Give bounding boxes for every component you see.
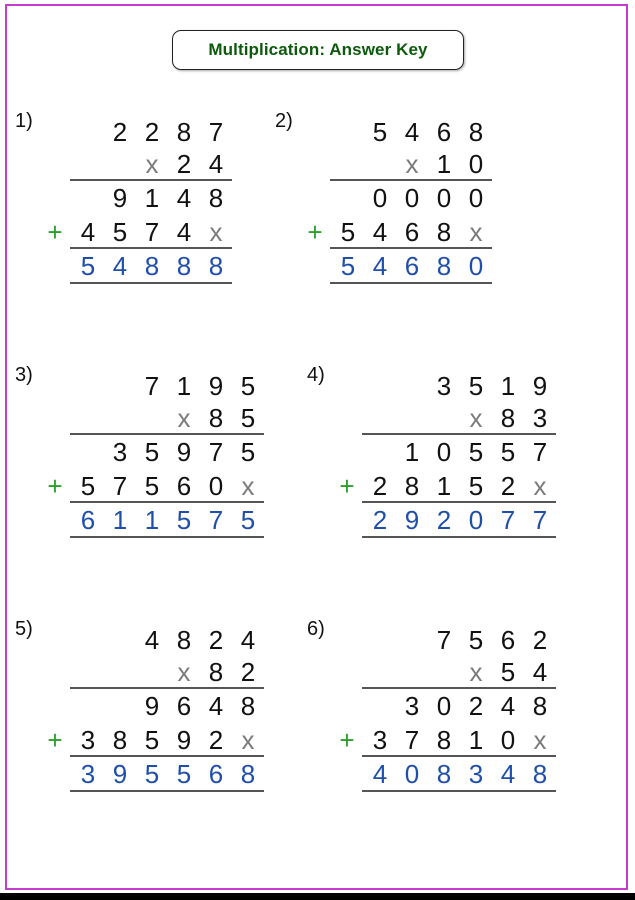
answer-row: [72, 250, 232, 282]
digit: 4: [112, 251, 128, 281]
bottom-edge-bar: [0, 893, 635, 900]
digit: 8: [532, 691, 548, 721]
digit: 8: [208, 657, 224, 687]
digit: 1: [436, 149, 452, 179]
digit: 2: [436, 505, 452, 535]
digit: 4: [176, 183, 192, 213]
digit: 4: [500, 691, 516, 721]
digit: 6: [80, 505, 96, 535]
multiplier-rule: [362, 433, 556, 435]
digit: 8: [112, 725, 128, 755]
digit: 3: [532, 403, 548, 433]
answer-underline: [330, 282, 492, 284]
answer-underline: [362, 790, 556, 792]
digit: 3: [404, 691, 420, 721]
digit: 9: [176, 437, 192, 467]
sum-rule: [330, 247, 492, 249]
digit: 3: [372, 725, 388, 755]
problem-number: 6): [307, 618, 325, 640]
digit: 8: [144, 251, 160, 281]
answer-underline: [70, 790, 264, 792]
digit: 8: [208, 183, 224, 213]
digit: 1: [176, 371, 192, 401]
digit: 1: [500, 371, 516, 401]
digit: 9: [404, 505, 420, 535]
digit: 8: [436, 217, 452, 247]
sum-rule: [70, 755, 264, 757]
digit: 4: [240, 625, 256, 655]
placeholder-x: x: [177, 657, 191, 687]
answer-row: [364, 504, 556, 536]
plus-sign: +: [47, 471, 63, 501]
digit: 5: [468, 371, 484, 401]
multiplier-row: [168, 656, 264, 688]
problem-number: 1): [15, 110, 33, 132]
digit: 5: [144, 471, 160, 501]
digit: 5: [240, 403, 256, 433]
digit: 8: [208, 251, 224, 281]
digit: 0: [208, 471, 224, 501]
digit: 7: [500, 505, 516, 535]
digit: 0: [468, 183, 484, 213]
digit: 5: [468, 471, 484, 501]
digit: 0: [372, 183, 388, 213]
problem-number: 2): [275, 110, 293, 132]
digit: 4: [144, 625, 160, 655]
digit: 6: [208, 759, 224, 789]
answer-underline: [70, 536, 264, 538]
digit: 6: [176, 691, 192, 721]
plus-sign: +: [339, 471, 355, 501]
digit: 8: [500, 403, 516, 433]
answer-row: [332, 250, 492, 282]
partial-product-row-1: [104, 182, 232, 214]
digit: 5: [240, 437, 256, 467]
sum-rule: [362, 755, 556, 757]
digit: 2: [176, 149, 192, 179]
answer-underline: [70, 282, 232, 284]
digit: 4: [404, 117, 420, 147]
digit: 4: [208, 691, 224, 721]
digit: 7: [144, 371, 160, 401]
digit: 5: [500, 437, 516, 467]
digit: 9: [144, 691, 160, 721]
digit: 6: [404, 251, 420, 281]
digit: 7: [112, 471, 128, 501]
digit: 0: [404, 183, 420, 213]
digit: 2: [532, 625, 548, 655]
digit: 7: [436, 625, 452, 655]
digit: 7: [404, 725, 420, 755]
digit: 4: [500, 759, 516, 789]
placeholder-x: x: [469, 217, 483, 247]
digit: 8: [208, 403, 224, 433]
plus-sign: +: [339, 725, 355, 755]
digit: 4: [372, 217, 388, 247]
placeholder-x: x: [145, 149, 159, 179]
digit: 4: [176, 217, 192, 247]
digit: 9: [112, 759, 128, 789]
digit: 3: [468, 759, 484, 789]
partial-product-row-2: [364, 724, 556, 756]
multiplicand-row: [136, 370, 264, 402]
digit: 8: [436, 759, 452, 789]
digit: 7: [532, 505, 548, 535]
digit: 8: [532, 759, 548, 789]
multiplicand-row: [104, 116, 232, 148]
placeholder-x: x: [405, 149, 419, 179]
digit: 6: [176, 471, 192, 501]
digit: 5: [176, 505, 192, 535]
multiplier-row: [460, 656, 556, 688]
digit: 1: [144, 505, 160, 535]
multiplicand-row: [428, 624, 556, 656]
answer-row: [364, 758, 556, 790]
digit: 2: [372, 471, 388, 501]
partial-product-row-2: [72, 470, 264, 502]
digit: 5: [80, 471, 96, 501]
digit: 7: [532, 437, 548, 467]
digit: 7: [208, 117, 224, 147]
partial-product-row-1: [136, 690, 264, 722]
digit: 5: [112, 217, 128, 247]
digit: 3: [80, 725, 96, 755]
placeholder-x: x: [241, 471, 255, 501]
sum-rule: [70, 501, 264, 503]
digit: 0: [436, 691, 452, 721]
multiplier-row: [168, 402, 264, 434]
problem-number: 4): [307, 364, 325, 386]
multiplier-row: [460, 402, 556, 434]
digit: 4: [532, 657, 548, 687]
placeholder-x: x: [209, 217, 223, 247]
placeholder-x: x: [533, 725, 547, 755]
problem-number: 5): [15, 618, 33, 640]
answer-row: [72, 504, 264, 536]
digit: 9: [532, 371, 548, 401]
plus-sign: +: [47, 725, 63, 755]
digit: 5: [144, 725, 160, 755]
digit: 4: [80, 217, 96, 247]
digit: 7: [208, 437, 224, 467]
multiplier-rule: [362, 687, 556, 689]
placeholder-x: x: [469, 403, 483, 433]
plus-sign: +: [47, 217, 63, 247]
digit: 1: [404, 437, 420, 467]
digit: 2: [144, 117, 160, 147]
digit: 7: [208, 505, 224, 535]
digit: 2: [500, 471, 516, 501]
digit: 1: [112, 505, 128, 535]
multiplier-rule: [70, 179, 232, 181]
digit: 0: [468, 505, 484, 535]
digit: 7: [144, 217, 160, 247]
partial-product-row-2: [72, 724, 264, 756]
digit: 8: [240, 759, 256, 789]
multiplier-row: [136, 148, 232, 180]
digit: 8: [176, 117, 192, 147]
digit: 2: [112, 117, 128, 147]
placeholder-x: x: [177, 403, 191, 433]
partial-product-row-2: [72, 216, 232, 248]
digit: 0: [468, 149, 484, 179]
digit: 8: [436, 251, 452, 281]
digit: 2: [208, 725, 224, 755]
placeholder-x: x: [241, 725, 255, 755]
sum-rule: [70, 247, 232, 249]
digit: 5: [468, 437, 484, 467]
multiplier-rule: [330, 179, 492, 181]
digit: 5: [340, 217, 356, 247]
digit: 5: [144, 759, 160, 789]
digit: 2: [372, 505, 388, 535]
digit: 5: [240, 371, 256, 401]
digit: 5: [500, 657, 516, 687]
digit: 5: [176, 759, 192, 789]
partial-product-row-1: [396, 436, 556, 468]
digit: 0: [436, 437, 452, 467]
digit: 4: [208, 149, 224, 179]
digit: 1: [436, 471, 452, 501]
partial-product-row-2: [364, 470, 556, 502]
digit: 0: [468, 251, 484, 281]
placeholder-x: x: [533, 471, 547, 501]
multiplier-row: [396, 148, 492, 180]
partial-product-row-1: [396, 690, 556, 722]
digit: 8: [404, 471, 420, 501]
partial-product-row-1: [364, 182, 492, 214]
partial-product-row-1: [104, 436, 264, 468]
digit: 9: [176, 725, 192, 755]
digit: 9: [208, 371, 224, 401]
digit: 3: [112, 437, 128, 467]
multiplicand-row: [364, 116, 492, 148]
page-title: Multiplication: Answer Key: [172, 30, 464, 70]
problem-number: 3): [15, 364, 33, 386]
digit: 8: [436, 725, 452, 755]
digit: 1: [468, 725, 484, 755]
digit: 5: [80, 251, 96, 281]
digit: 4: [372, 759, 388, 789]
digit: 9: [112, 183, 128, 213]
digit: 6: [500, 625, 516, 655]
multiplicand-row: [428, 370, 556, 402]
digit: 5: [144, 437, 160, 467]
digit: 5: [240, 505, 256, 535]
digit: 4: [372, 251, 388, 281]
digit: 2: [240, 657, 256, 687]
placeholder-x: x: [469, 657, 483, 687]
digit: 0: [436, 183, 452, 213]
digit: 2: [208, 625, 224, 655]
partial-product-row-2: [332, 216, 492, 248]
digit: 8: [468, 117, 484, 147]
digit: 1: [144, 183, 160, 213]
digit: 5: [372, 117, 388, 147]
digit: 8: [176, 251, 192, 281]
digit: 0: [404, 759, 420, 789]
digit: 6: [404, 217, 420, 247]
digit: 6: [436, 117, 452, 147]
plus-sign: +: [307, 217, 323, 247]
digit: 5: [340, 251, 356, 281]
digit: 8: [176, 625, 192, 655]
digit: 0: [500, 725, 516, 755]
multiplier-rule: [70, 433, 264, 435]
multiplier-rule: [70, 687, 264, 689]
digit: 3: [80, 759, 96, 789]
digit: 2: [468, 691, 484, 721]
sum-rule: [362, 501, 556, 503]
answer-underline: [362, 536, 556, 538]
digit: 8: [240, 691, 256, 721]
digit: 3: [436, 371, 452, 401]
multiplicand-row: [136, 624, 264, 656]
digit: 5: [468, 625, 484, 655]
answer-row: [72, 758, 264, 790]
